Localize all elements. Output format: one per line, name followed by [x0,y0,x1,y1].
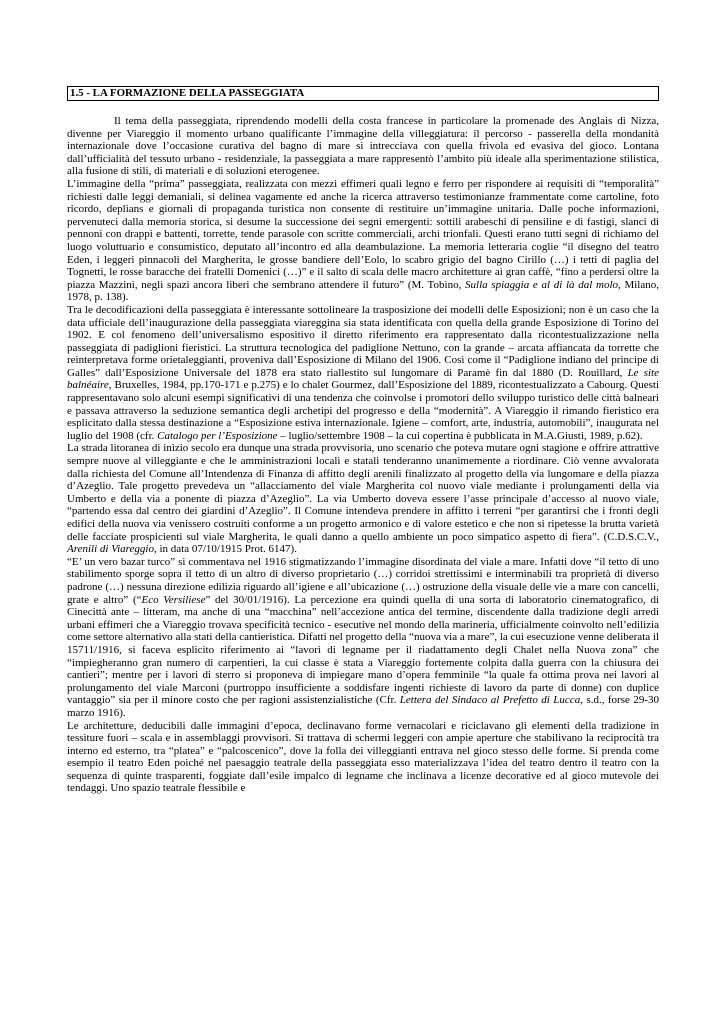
text-run: , s.d., forse 29-30 marzo 1916). [67,694,660,719]
text-run: , Bruxelles, 1984, pp.170-171 e p.275) e lo chalet Gourmez, dall’Esposizione del 1889, ricontestualizzato a Cabourg. Questi rappresentavano solo alcuni esempi significativi di una tendenza che coinvolse i promotori dello sviluppo turistico delle città balneari e passava attraverso la seduzione semantica degli archetipi del progresso e della “modernità”. A Viareggio il rimando fieristico era esplicitato dalla stessa destinazione a “Esposizione estiva internazionale. Igiene – comfort, arte, industria, automobili”, inaugurata nel luglio del 1908 (cfr. [67,379,659,442]
text-run: – luglio/settembre 1908 – la cui copertina è pubblicata in M.A.Giusti, 1989, p.62). [277,429,643,442]
paragraph [67,720,659,796]
text-run: Tra le decodificazioni della passeggiata è interessante sottolineare la trasposizione dei modelli delle Esposizioni; non è un caso che la data ufficiale dell’inaugurazione della passeggiata viareggina sia stata identificata con quella della grande Esposizione di Torino del 1902. E col fenomeno dell’universalismo espositivo il diretto riferimento era rappresentato dalla ricontestualizzazione nella passeggiata di padiglioni fieristici. La struttura tecnologica del padiglione Nettuno, con la grande – arcata affiancata da torrette che reinterpretava forme orietaleggianti, proveniva dall’Esposizione di Milano del 1906. Così come il “Padiglione indiano del principe di Galles” dall’Esposizione Universale del 1878 era stato riallestito sul lungomare di Paramè fin dal 1880 (D. Rouillard, [67,303,659,379]
section-heading [67,86,659,101]
paragraph [67,115,659,178]
text-run: , Milano, 1978, p. 138). [67,278,659,304]
paragraph [67,556,659,720]
paragraph [67,178,659,304]
text-run: “E’ un vero bazar turco” si commentava nel 1916 stigmatizzando l’immagine disordinata del viale a mare. Infatti dove “il tetto di uno stabilimento sporge sopra il tetto di un altro di diverso proprietario (…) corridoi strettissimi e interminabili tra proprietà di diverso padrone (…) nessuna direzione edilizia riguardo all’igiene e all’ubicazione (…) ostruzione della visuale delle vie a mare con cancelli, grate e altro” (“ [67,555,659,606]
italic-citation: Arenili di Viareggio [67,543,154,556]
text-run: ” del 30/01/1916). La percezione era quindi quella di una sorta di laboratorio cinematografico, di Cinecittà ante – litteram, ma anche di una “macchina” nell’accezione antica del termine, discendente dalla tradizione degli arredi urbani effimeri che a Viareggio trovava specificità tecnico - esecutive nel mondo della marineria, ufficialmente coinvolto nell’edilizia come settore alternativo alla stati della cantieristica. Difatti nel progetto della “nuova via a mare”, la cui esecuzione venne deliberata il 15711/1916, si faceva esplicito riferimento ai “lavori di legname per il riadattamento degli Chalet nella Nuova zona” che “impiegheranno gran numero di carpentieri, la cui classe è stata a Viareggio fortemente colpita dalla guerra con la chiusura dei cantieri”; mentre per i lavori di sterro si proponeva di impiegare mano d’opera femminile “la quale fa ottima prova nei lavori al prolungamento del viale Marconi (purtroppo insufficiente a soddisfare ingenti richieste di lavoro da parte di donne) con duplice vantaggio” sia per il minore costo che per ragioni assistenzialistiche (Cfr. [67,593,659,707]
paragraph [67,442,659,555]
italic-citation: Eco Versiliese [141,593,206,606]
section-heading-text: 1.5 - LA FORMAZIONE DELLA PASSEGGIATA [70,87,305,99]
text-run: L’immagine della “prima” passeggiata, realizzata con mezzi effimeri quali legno e ferro per rispondere ai requisiti di “temporalità” richiesti dalle leggi demaniali, si delinea vagamente ed anche la ricerca attraverso testimonianze frammentate come cartoline, foto ricordo, deplians e giornali di propaganda turistica non consente di restituire un’immagine unitaria. Dalle poche informazioni, pervenuteci dalla memoria storica, si desume la successione dei segni emergenti: sottili arabeschi di pensiline e di fastigi, slanci di pennoni con drappi e battenti, torrette, tende parasole con scritte commerciali, archi trionfali. Questi erano tutti segni di richiamo del luogo voluttuario e consumistico, deputato all’incontro ed alla deambulazione. La memoria letteraria coglie “il disegno del teatro Eden, i leggeri pinnacoli del Margherita, le grosse bandiere dell’Eolo, lo scabro grigio del bagno Cirillo (…) i tetti di paglia del Tognetti, le rosse baracche dei fratelli Domenici (…)” e il salto di scala delle macro architetture ai gran caffè, “fino a perdersi oltre la piazza Mazzini, negli spazi ancora liberi che sembrano attendere il futuro” (M. Tobino, [67,177,659,291]
italic-citation: Lettera del Sindaco al Prefetto di Lucca [399,694,581,707]
body-text [67,115,659,795]
italic-citation: Le site balnéaire [67,366,659,392]
text-run: Il tema della passeggiata, riprendendo modelli della costa francese in particolare la promenade des Anglais di Nizza, divenne per Viareggio il momento urbano qualificante l’immagine della villeggiatura: il percorso - passerella della mondanità internazionale dove l’occasione curativa del bagno di mare si intrecciava con quella frivola ed evasiva del gioco. Lontana dall’ufficialità del tessuto urbano - residenziale, la passeggiata a mare rappresentò l’ambito più ideale alla sperimentazione stilistica, alla fusione di stili, di materiali e di soluzioni eterogenee. [67,115,659,178]
paragraph [67,304,659,443]
italic-citation: Sulla spiaggia e al di là dal molo [465,278,619,291]
text-run: Le architetture, deducibili dalle immagini d’epoca, declinavano forme vernacolari e riciclavano gli elementi della tradizione in tessiture fuori – scala e in assemblaggi provvisori. Si trattava di schermi leggeri con ampie aperture che stabilivano la reciprocità tra interno ed esterno, tra “platea” e “palcoscenico”, dove la folla dei villeggianti entrava nel gioco stesso delle forme. Si prenda come esempio il teatro Eden poiché nel paesaggio teatrale della passeggiata esso materializzava l’idea del teatro dentro il teatro con la sequenza di quinte trasparenti, foggiate dall’esile impalco di legname che inclinava a licenze decorative ed al gioco mutevole dei tendaggi. Uno spazio teatrale flessibile e [67,719,659,795]
text-run: La strada litoranea di inizio secolo era dunque una strada provvisoria, uno scenario che poteva mutare ogni stagione e offrire attrattive sempre nuove al villeggiante e che le amministrazioni locali e statali tenderanno unanimemente a riordinare. Ciò venne avvalorata dalla richiesta del Comune all’Intendenza di Finanza di affitto degli arenili finalizzato al progetto della via lungomare e della piazza d’Azeglio. Tale progetto prevedeva un “allacciamento del viale Margherita col nuovo viale mediante i prolungamenti della via Umberto e della via a ponente di piazza d’Azeglio”. La via Umberto doveva essere l’asse principale d’accesso al nuovo viale, “partendo essa dal centro dei giardini d’Azeglio”. Il Comune intendeva prendere in affitto i terreni “per garantirsi che i fronti degli edifici della nuova via venissero costruiti conforme a un progetto armonico e di valore estetico e che non si ripetesse la brutta varietà delle facciate prospicienti sul viale Margherita, le quali danno a quello ambiente un poco simpatico aspetto di fiera”. (C.D.S.C.V., [67,442,659,543]
italic-citation: Catalogo per l’Esposizione [157,429,278,442]
text-run: , in data 07/10/1915 Prot. 6147). [153,543,297,556]
